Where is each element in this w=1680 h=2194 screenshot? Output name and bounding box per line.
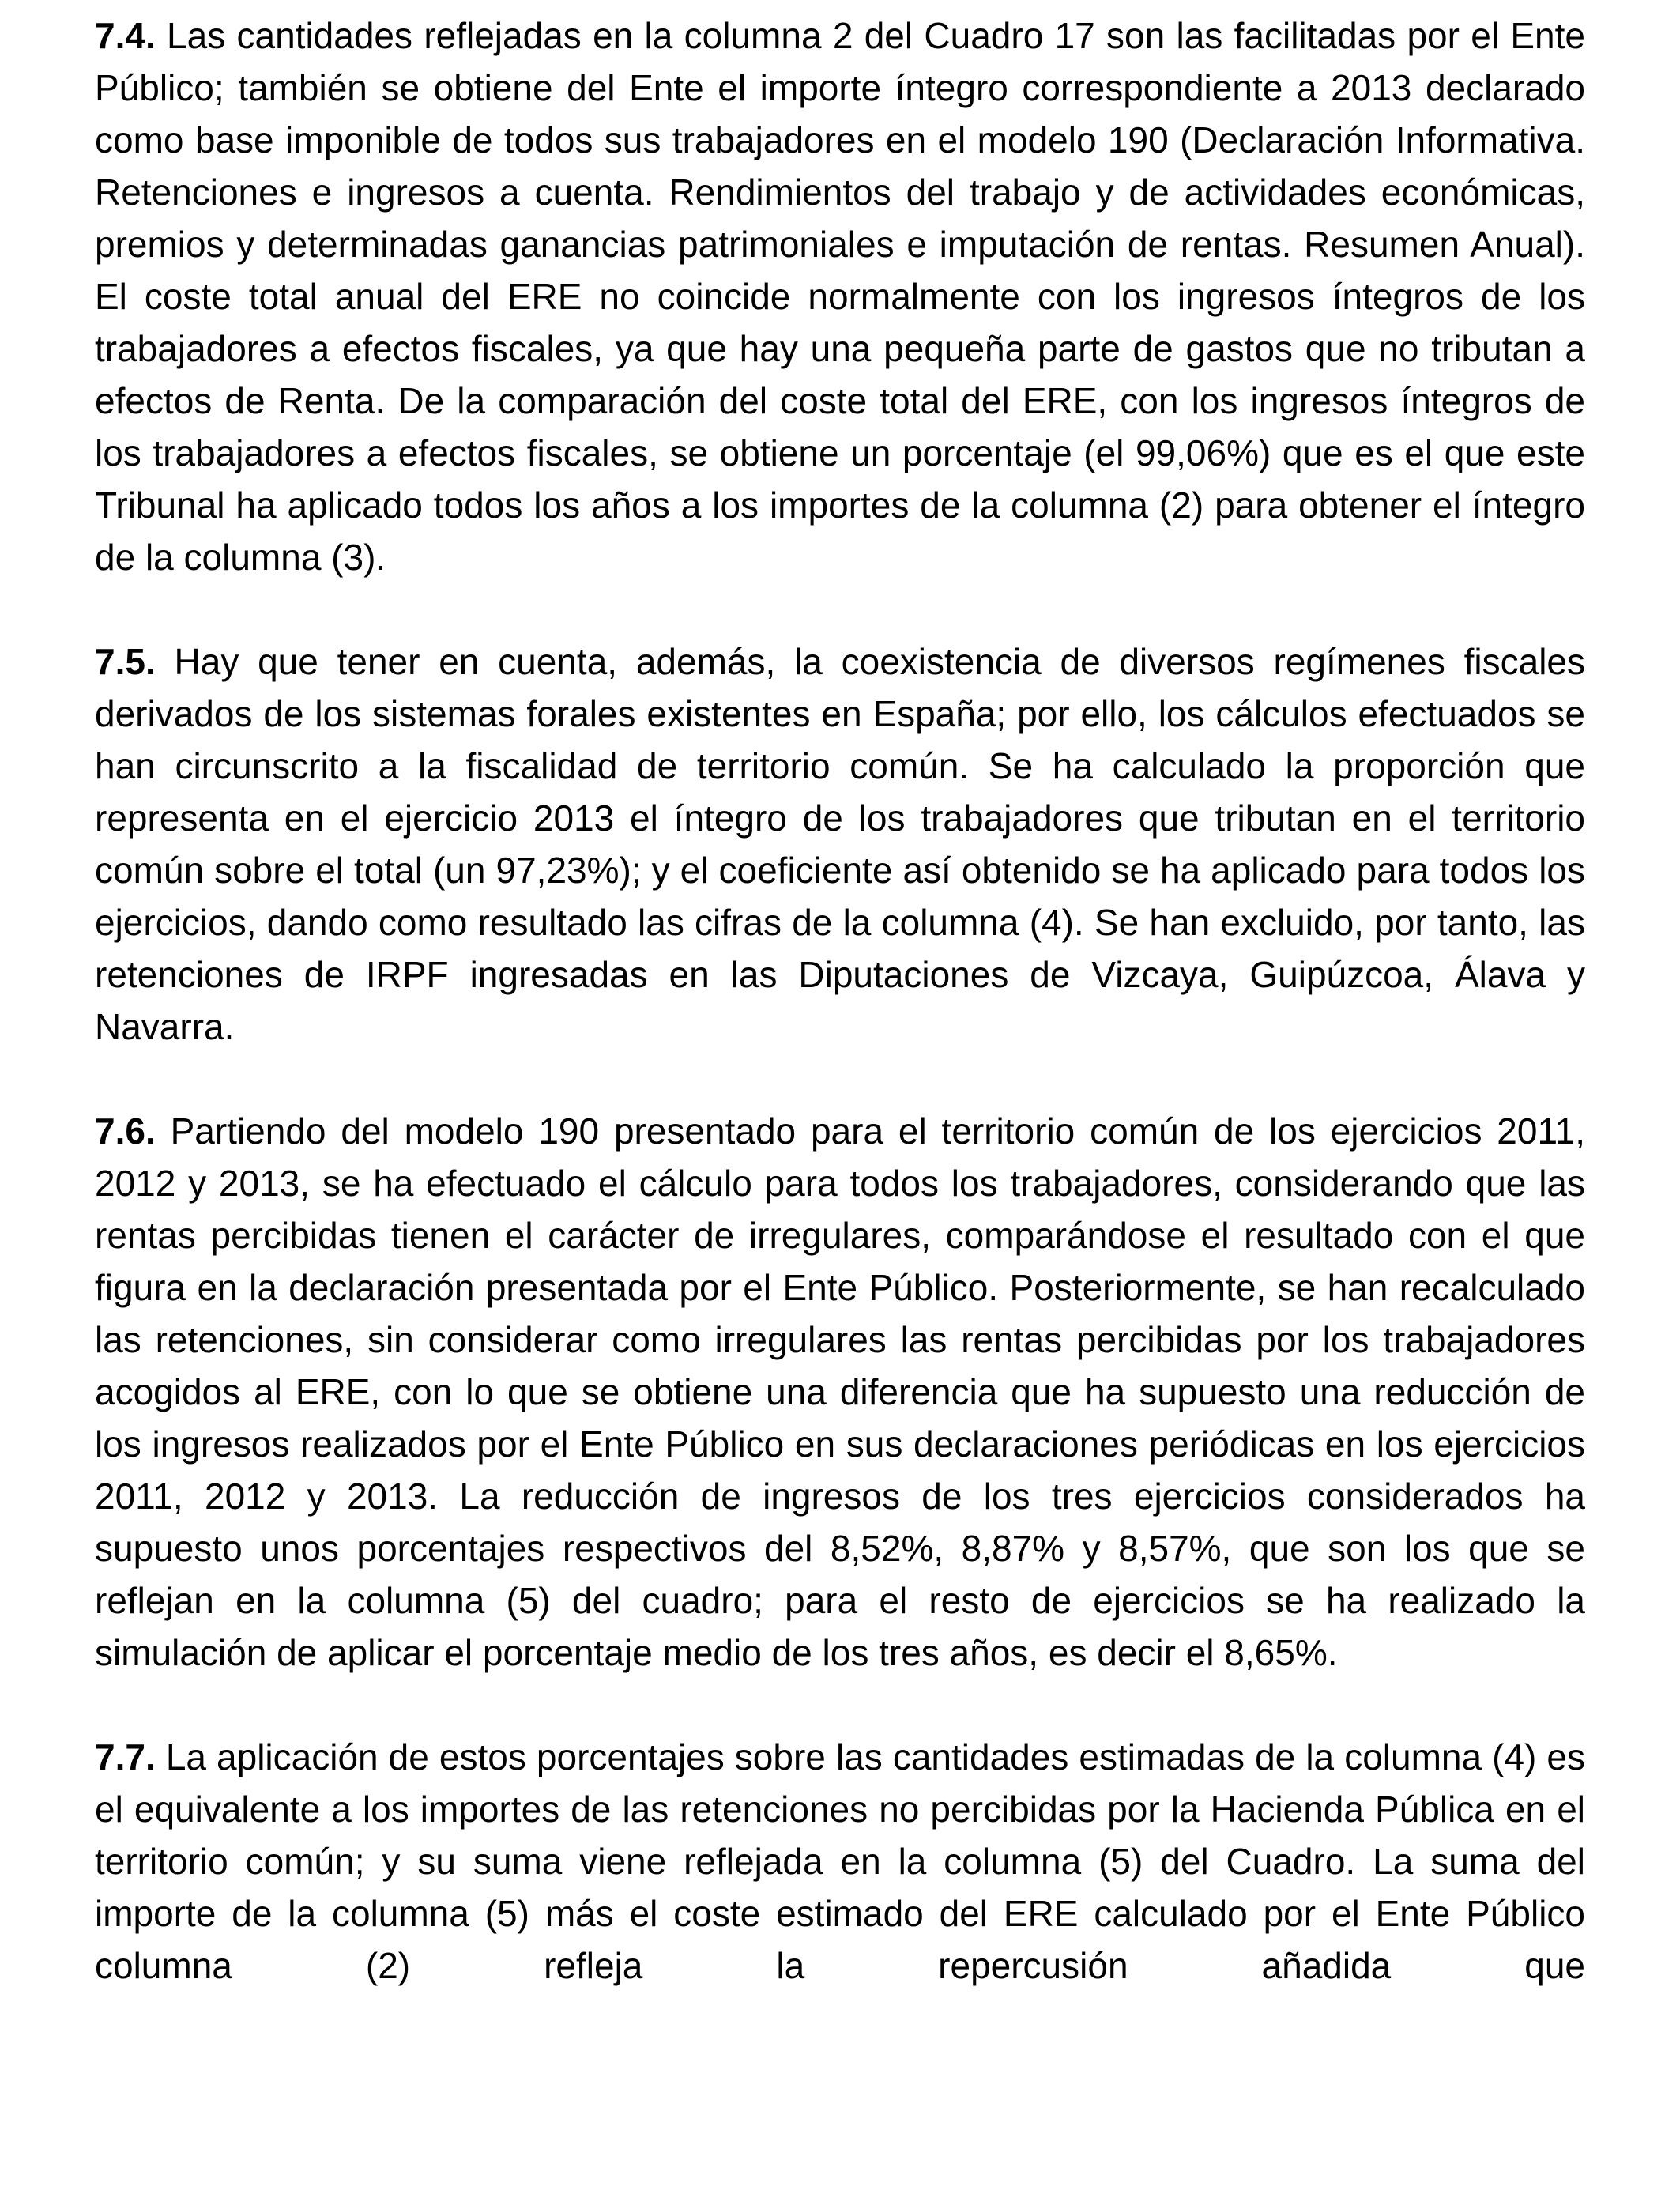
paragraph-text: Las cantidades reflejadas en la columna 2 del Cuadro 17 son las facilitadas por el Ente Público; también se obtiene del Ente el importe íntegro correspondiente a 2013 declarado como base imponible de todos sus trabajadores en el modelo 190 (Declaración Informativa. Retenciones e ingresos a cuenta. Rendimientos del trabajo y de actividades económicas, premios y determinadas ganancias patrimoniales e imputación de rentas. Resumen Anual). El coste total anual del ERE no coincide normalmente con los ingresos íntegros de los trabajadores a efectos fiscales, ya que hay una pequeña parte de gastos que no tributan a efectos de Renta. De la comparación del coste total del ERE, con los ingresos íntegros de los trabajadores a efectos fiscales, se obtiene un porcentaje (el 99,06%) que es el que este Tribunal ha aplicado todos los años a los importes de la columna (2) para obtener el íntegro de la columna (3).: [95, 15, 1585, 578]
paragraph-7-7: [95, 1731, 1585, 1992]
paragraph-number: 7.4.: [95, 15, 156, 56]
paragraph-7-5: [95, 635, 1585, 1053]
paragraph-number: 7.6.: [95, 1110, 156, 1152]
paragraph-text: La aplicación de estos porcentajes sobre las cantidades estimadas de la columna (4) es el equivalente a los importes de las retenciones no percibidas por la Hacienda Pública en el territorio común; y su suma viene reflejada en la columna (5) del Cuadro. La suma del importe de la columna (5) más el coste estimado del ERE calculado por el Ente Público columna (2) refleja la repercusión añadida que: [95, 1736, 1585, 1986]
paragraph-7-6: [95, 1105, 1585, 1679]
paragraph-number: 7.7.: [95, 1736, 156, 1777]
paragraph-number: 7.5.: [95, 641, 156, 682]
paragraph-text: Hay que tener en cuenta, además, la coexistencia de diversos regímenes fiscales derivados de los sistemas forales existentes en España; por ello, los cálculos efectuados se han circunscrito a la fiscalidad de territorio común. Se ha calculado la proporción que representa en el ejercicio 2013 el íntegro de los trabajadores que tributan en el territorio común sobre el total (un 97,23%); y el coeficiente así obtenido se ha aplicado para todos los ejercicios, dando como resultado las cifras de la columna (4). Se han excluido, por tanto, las retenciones de IRPF ingresadas en las Diputaciones de Vizcaya, Guipúzcoa, Álava y Navarra.: [95, 641, 1585, 1047]
paragraph-text: Partiendo del modelo 190 presentado para el territorio común de los ejercicios 2011, 2012 y 2013, se ha efectuado el cálculo para todos los trabajadores, considerando que las rentas percibidas tienen el carácter de irregulares, comparándose el resultado con el que figura en la declaración presentada por el Ente Público. Posteriormente, se han recalculado las retenciones, sin considerar como irregulares las rentas percibidas por los trabajadores acogidos al ERE, con lo que se obtiene una diferencia que ha supuesto una reducción de los ingresos realizados por el Ente Público en sus declaraciones periódicas en los ejercicios 2011, 2012 y 2013. La reducción de ingresos de los tres ejercicios considerados ha supuesto unos porcentajes respectivos del 8,52%, 8,87% y 8,57%, que son los que se reflejan en la columna (5) del cuadro; para el resto de ejercicios se ha realizado la simulación de aplicar el porcentaje medio de los tres años, es decir el 8,65%.: [95, 1110, 1586, 1673]
document-page: [95, 9, 1585, 1992]
paragraph-7-4: [95, 9, 1585, 583]
